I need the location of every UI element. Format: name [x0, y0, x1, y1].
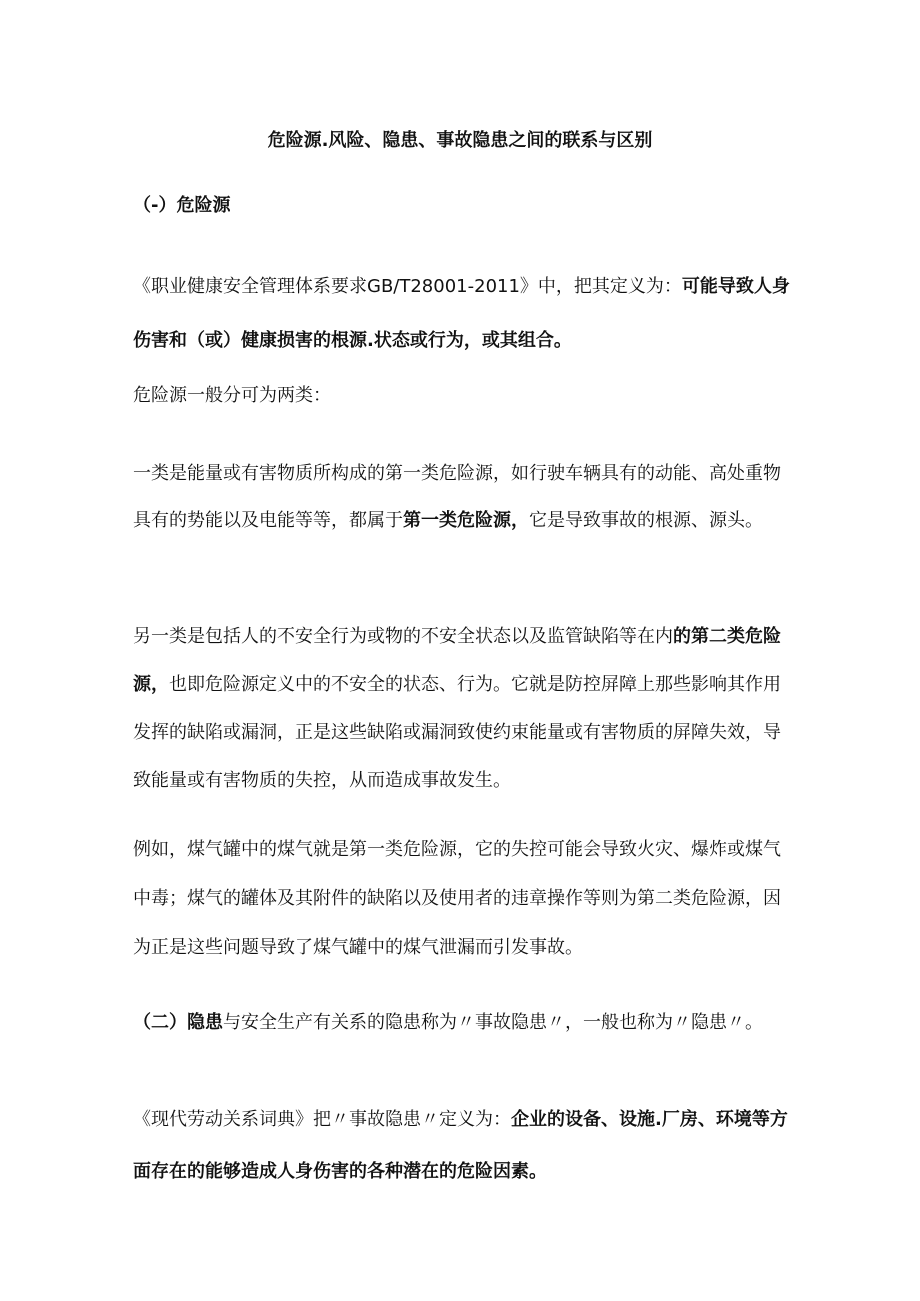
hazard-definition-paragraph — [133, 260, 797, 368]
first-class-text-2: 它是导致事故的根源、源头。 — [529, 510, 763, 531]
first-class-paragraph — [133, 450, 797, 544]
first-class-text-1: 一类是能量或有害物质所构成的第一类危险源，如行驶车辆具有的动能、高处重物具有的势能以及电能等等，都属于 — [133, 463, 781, 531]
document-title: 危险源.风险、隐患、事故隐患之间的联系与区别 — [267, 130, 653, 151]
first-class-term: 第一类危险源， — [403, 510, 529, 531]
accident-hazard-definition-paragraph — [133, 1094, 797, 1198]
gas-tank-example-paragraph: 例如，煤气罐中的煤气就是第一类危险源，它的失控可能会导致火灾、爆炸或煤气中毒；煤气的罐体及其附件的缺陷以及使用者的违章操作等则为第二类危险源，因为正是这些问题导致了煤气罐中的煤气泄漏而引发事故。 — [133, 839, 781, 958]
section-2-heading: （二）隐患 — [133, 1012, 223, 1033]
hazard-classes-intro: 危险源一般分可为两类： — [133, 385, 331, 406]
section-2-heading-text: 与安全生产有关系的隐患称为〃事故隐患〃，一般也称为〃隐患〃。 — [223, 1012, 763, 1033]
section-2-heading-paragraph — [133, 1009, 797, 1037]
second-class-text-2: 也即危险源定义中的不安全的状态、行为。它就是防控屏障上那些影响其作用发挥的缺陷或漏洞，正是这些缺陷或漏洞致使约束能量或有害物质的屏障失效，导致能量或有害物质的失控，从而造成事故发生。 — [133, 674, 781, 791]
second-class-term: 的第二类危险源， — [133, 626, 781, 695]
second-class-paragraph — [133, 613, 797, 805]
accident-hazard-definition-source: 《现代劳动关系词典》把〃事故隐患〃定义为： — [133, 1109, 511, 1130]
hazard-definition-text: 可能导致人身伤害和（或）健康损害的根源.状态或行为，或其组合。 — [133, 276, 790, 351]
hazard-definition-source: 《职业健康安全管理体系要求GB/T28001-2011》中，把其定义为： — [133, 276, 682, 297]
section-1-heading: （-）危险源 — [133, 195, 231, 216]
second-class-text-1: 另一类是包括人的不安全行为或物的不安全状态以及监管缺陷等在内 — [133, 626, 673, 647]
accident-hazard-definition-text: 企业的设备、设施.厂房、环境等方面存在的能够造成人身伤害的各种潜在的危险因素。 — [133, 1109, 788, 1182]
